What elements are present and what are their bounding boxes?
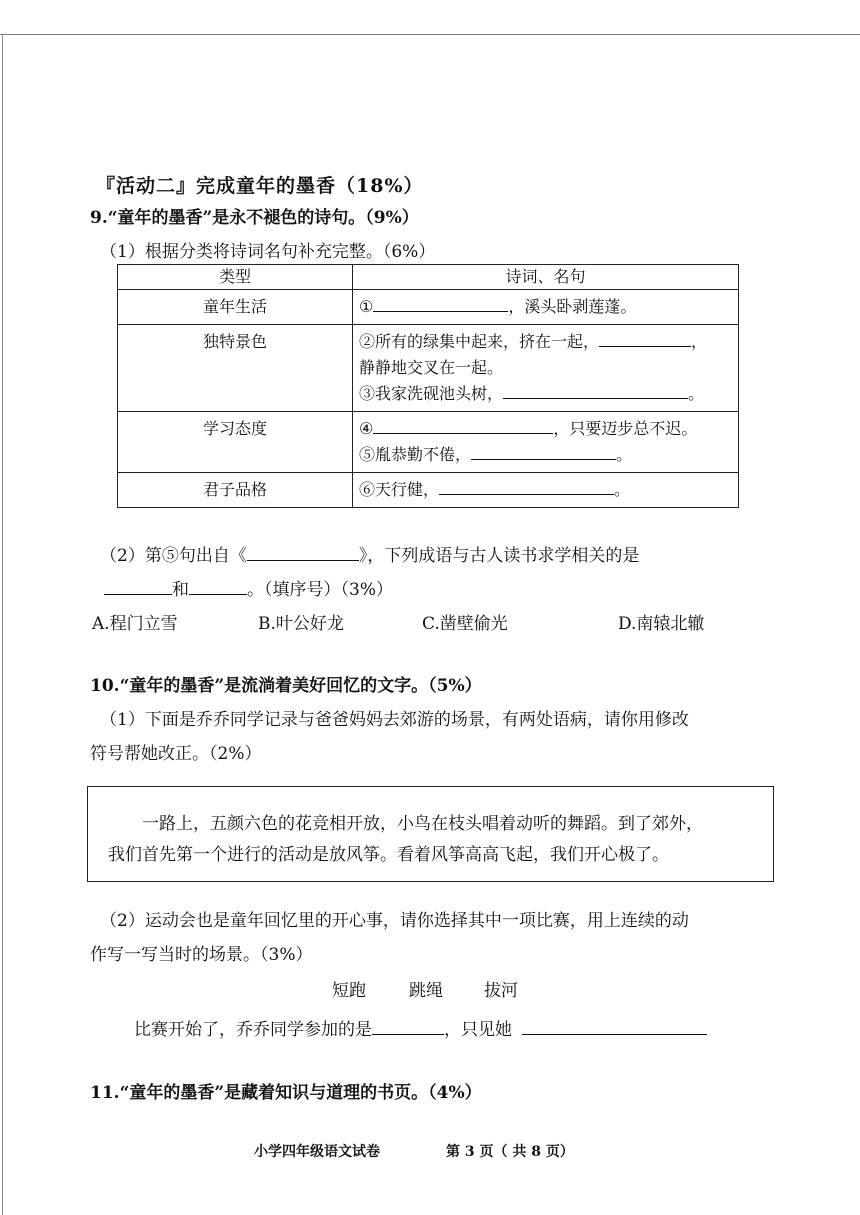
q10-fill-line — [134, 1018, 707, 1039]
row-category: 童年生活 — [118, 290, 353, 325]
q9-part2-text: 》，下列成语与古人读书求学相关的是 — [358, 546, 640, 566]
answer-blank[interactable] — [104, 578, 172, 595]
q10-fill-text: 比赛开始了，乔乔同学参加的是 — [134, 1020, 372, 1040]
q10-part1-line2: 符号帮她改正。（2%） — [90, 744, 262, 764]
q9-part2-line2 — [104, 578, 393, 599]
poem-line — [359, 381, 732, 407]
table-row — [118, 412, 739, 473]
poem-text: ⑥天行健， — [359, 480, 440, 499]
row-lines — [353, 290, 739, 325]
section-heading: 『活动二』完成童年的墨香（18%） — [96, 175, 424, 197]
answer-blank[interactable] — [373, 417, 553, 434]
scan-edge-top — [0, 34, 860, 35]
q9-part2-text: 和 — [172, 580, 189, 600]
option-d: D.南辕北辙 — [618, 614, 705, 634]
answer-blank[interactable] — [373, 295, 508, 312]
poem-line — [359, 477, 732, 503]
passage-line: 我们首先第一个进行的活动是放风筝。看着风筝高高飞起，我们开心极了。 — [108, 845, 669, 865]
table-header-type: 类型 — [118, 265, 353, 290]
q10-part2-line1: （2）运动会也是童年回忆里的开心事，请你选择其中一项比赛，用上连续的动 — [100, 911, 689, 931]
answer-blank[interactable] — [439, 478, 614, 495]
poem-line: 静静地交叉在一起。 — [359, 358, 504, 377]
answer-blank[interactable] — [189, 578, 247, 595]
answer-blank[interactable] — [372, 1018, 444, 1035]
poem-line — [359, 294, 732, 320]
poem-table — [117, 264, 739, 508]
row-category: 君子品格 — [118, 473, 353, 508]
poem-text: 。 — [614, 480, 631, 499]
q10-title: 10.“童年的墨香”是流淌着美好回忆的文字。（5%） — [90, 676, 482, 696]
option-b: B.叶公好龙 — [258, 614, 344, 634]
q9-part2-line1 — [100, 544, 639, 565]
table-row — [118, 325, 739, 412]
scan-edge-left — [2, 34, 3, 1215]
poem-text: 。 — [616, 445, 633, 464]
option-c: C.凿壁偷光 — [422, 614, 508, 634]
poem-line — [359, 329, 732, 355]
poem-line — [359, 416, 732, 442]
table-header-row — [118, 265, 739, 290]
poem-text: ③我家洗砚池头树， — [359, 384, 504, 403]
q10-fill-text: ，只见她 — [444, 1020, 512, 1040]
option-a: A.程门立雪 — [92, 614, 178, 634]
q9-part1-prompt: （1）根据分类将诗词名句补充完整。（6%） — [100, 242, 436, 262]
poem-text: ，溪头卧剥莲蓬。 — [508, 297, 637, 316]
answer-blank[interactable] — [599, 330, 691, 347]
event-option: 跳绳 — [409, 981, 443, 1001]
table-header-lines: 诗词、名句 — [353, 265, 739, 290]
poem-line — [359, 442, 732, 468]
passage-text — [108, 809, 763, 871]
row-category: 独特景色 — [118, 325, 353, 412]
poem-text: ， — [691, 332, 708, 351]
event-option: 短跑 — [332, 981, 366, 1001]
poem-text: ⑤胤恭勤不倦， — [359, 445, 472, 464]
q11-title: 11.“童年的墨香”是藏着知识与道理的书页。（4%） — [90, 1083, 482, 1103]
passage-box — [87, 786, 774, 882]
q10-part1-line1: （1）下面是乔乔同学记录与爸爸妈妈去郊游的场景，有两处语病，请你用修改 — [100, 710, 689, 730]
row-category: 学习态度 — [118, 412, 353, 473]
event-option: 拔河 — [484, 981, 518, 1001]
footer-subject: 小学四年级语文试卷 — [254, 1144, 380, 1160]
answer-blank[interactable] — [503, 382, 688, 399]
q9-title: 9.“童年的墨香”是永不褪色的诗句。（9%） — [90, 208, 419, 228]
table-row — [118, 473, 739, 508]
table-row — [118, 290, 739, 325]
passage-line: 一路上，五颜六色的花竞相开放，小鸟在枝头唱着动听的舞蹈。到了郊外， — [142, 814, 703, 834]
poem-text: 。 — [688, 384, 705, 403]
answer-blank[interactable] — [522, 1018, 707, 1035]
q9-part2-text: 。（填序号）（3%） — [247, 580, 393, 600]
poem-text: ，只要迈步总不迟。 — [553, 419, 698, 438]
answer-blank[interactable] — [247, 544, 359, 561]
poem-text: ① — [359, 297, 374, 316]
poem-text: ②所有的绿集中起来，挤在一起， — [359, 332, 600, 351]
footer-page: 第 3 页（ 共 8 页） — [446, 1144, 574, 1160]
row-lines — [353, 473, 739, 508]
q9-part2-text: （2）第⑤句出自《 — [100, 546, 247, 566]
poem-text: ④ — [359, 419, 374, 438]
row-lines — [353, 325, 739, 412]
q10-part2-line2: 作写一写当时的场景。（3%） — [90, 945, 313, 965]
answer-blank[interactable] — [471, 443, 616, 460]
row-lines — [353, 412, 739, 473]
